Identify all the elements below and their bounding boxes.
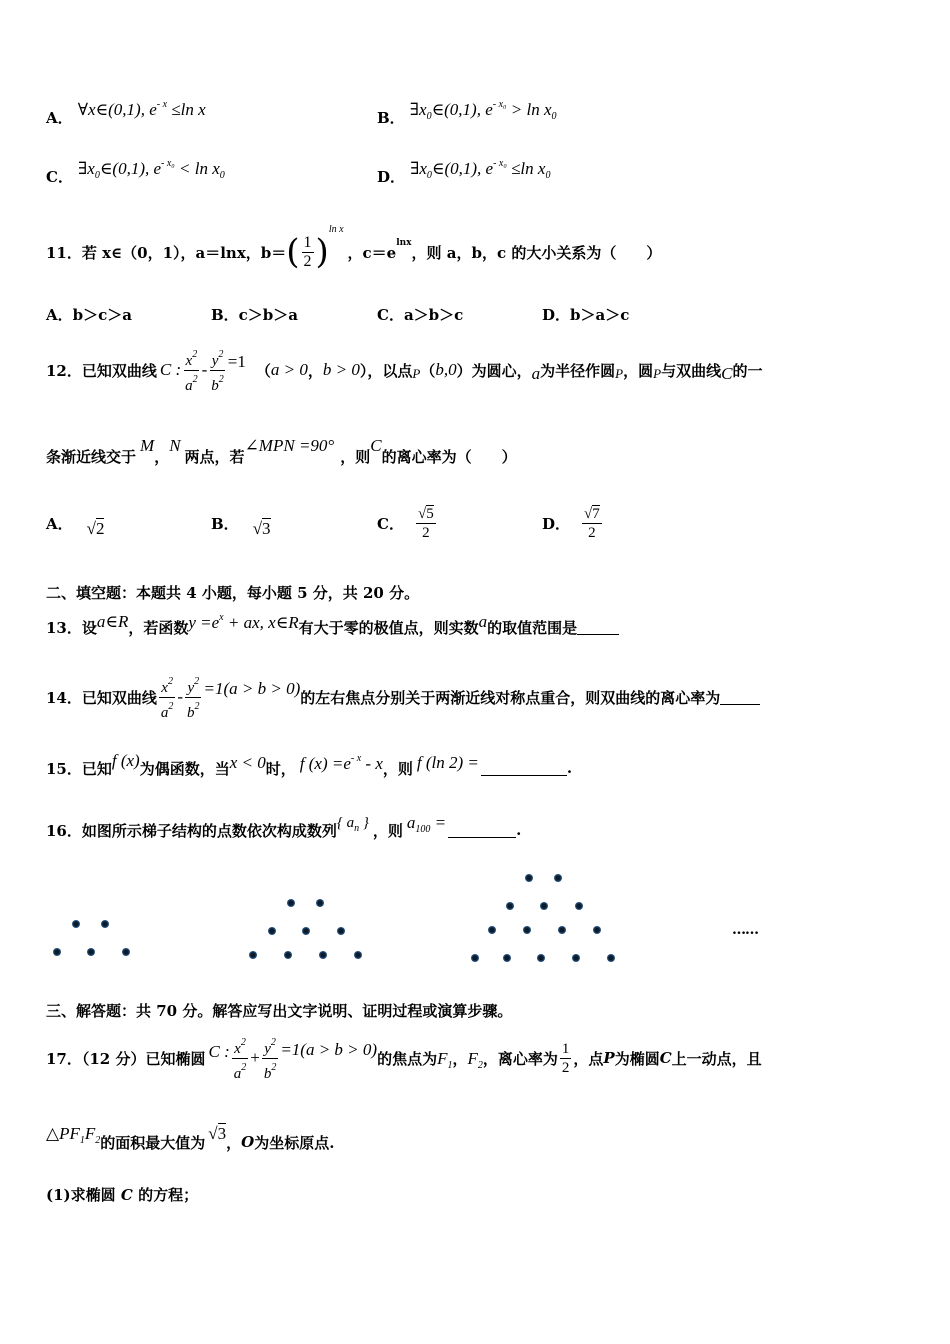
q12-text: 两点，若 xyxy=(184,447,245,466)
math-sub: 0 xyxy=(426,111,432,122)
math-var: C xyxy=(659,1049,672,1067)
answer-blank[interactable] xyxy=(481,761,567,776)
q15-text: . xyxy=(566,759,573,777)
answer-blank[interactable] xyxy=(720,690,760,705)
dot xyxy=(316,899,324,907)
dot xyxy=(575,902,583,910)
frac-denominator: 2 xyxy=(303,252,312,270)
q10-option-a xyxy=(46,99,206,128)
q13-text: 13．设 xyxy=(46,618,97,637)
option-label: D． xyxy=(542,514,571,533)
math-var: F xyxy=(437,1049,448,1068)
math-var: P xyxy=(615,366,624,381)
math-var: b xyxy=(263,1065,272,1082)
minus: - xyxy=(201,360,208,379)
math-text: =1(a > b > 0) xyxy=(203,679,301,698)
option-label: B． xyxy=(211,514,239,533)
q17-text: ， xyxy=(226,1133,242,1152)
frac-x2-a2 xyxy=(159,673,176,722)
math-text: f (ln 2) = xyxy=(416,753,479,772)
radicand: 3 xyxy=(217,1124,227,1143)
option-label: B． xyxy=(377,109,405,127)
section-heading-solution: 三、解答题：共 70 分。解答应写出文字说明、证明过程或演算步骤。 xyxy=(46,1002,513,1020)
frac-denominator: 2 xyxy=(422,524,430,541)
radicand: 7 xyxy=(592,505,600,522)
math-text: a > 0 xyxy=(270,360,308,379)
math-var: P xyxy=(653,366,662,381)
q12-text: 条渐近线交于 xyxy=(46,447,137,466)
math-sup: 2 xyxy=(168,700,174,712)
radicand: 2 xyxy=(95,519,105,538)
q12-text: ）为圆心， xyxy=(456,361,532,380)
math-sup: - x₀ xyxy=(492,99,507,110)
math-var: a xyxy=(160,704,169,721)
q14-text: 14．已知双曲线 xyxy=(46,688,157,707)
dot xyxy=(572,954,580,962)
sqrt: √2 xyxy=(86,519,105,538)
paren-right: ) xyxy=(315,232,329,272)
option-label: A． xyxy=(46,109,73,127)
frac-one-half xyxy=(560,1040,572,1077)
dot xyxy=(525,874,533,882)
q17-stem-line2 xyxy=(46,1122,334,1162)
dot xyxy=(554,874,562,882)
q11-option-d: D．b＞a＞c xyxy=(542,306,630,324)
math-text: ∈(0,1), e xyxy=(431,100,493,119)
dot xyxy=(101,920,109,928)
math-var: C xyxy=(120,1186,133,1204)
math-text: - x xyxy=(361,753,383,773)
math-sup: - x₀ xyxy=(161,158,175,169)
q16-text: . xyxy=(516,821,522,839)
math-text: ∈(0,1), e xyxy=(99,159,162,178)
math-sup: 2 xyxy=(270,1036,276,1048)
q11-stem xyxy=(46,222,661,282)
q17-text: (1)求椭圆 xyxy=(46,1186,116,1204)
q12-option-d xyxy=(542,498,604,548)
math-text: x < 0 xyxy=(229,753,266,772)
dot xyxy=(249,951,257,959)
q12-text: ，则 xyxy=(340,447,371,466)
frac-denominator: 2 xyxy=(588,524,596,541)
q12-text: 的一 xyxy=(732,361,763,380)
math-sup: 2 xyxy=(218,373,224,385)
math-text: ∀x∈(0,1), e xyxy=(77,100,157,119)
math-sup: - x xyxy=(350,752,362,764)
answer-blank[interactable] xyxy=(448,823,516,838)
dot xyxy=(607,954,615,962)
q12-stem-line1: 12．已知双曲线 C : $\frac{x^2}{a^2}$ - $\frac{y^2}{b^2}$ =1 （ a > 0 ， b > 0 ），以点 P （ b,0 ）为圆心， a 为半径作圆 P ，圆 P 与双曲线 C 的一 xyxy=(46,340,762,400)
math-var: a xyxy=(406,813,416,832)
q13-text: 有大于零的极值点，则实数 xyxy=(298,618,479,637)
math-var: F xyxy=(467,1049,478,1068)
math-text: ∈(0,1), e xyxy=(431,159,494,178)
exponent: lnx xyxy=(396,238,412,248)
math-sup: 2 xyxy=(194,700,200,712)
math-var: y xyxy=(187,679,195,696)
math-sup: 2 xyxy=(192,348,198,360)
q17-text: 的焦点为 xyxy=(377,1049,438,1068)
dot xyxy=(503,954,511,962)
math-var: F xyxy=(84,1124,96,1143)
math-sub: 0 xyxy=(551,111,557,122)
q17-text: 上一动点，且 xyxy=(671,1049,762,1068)
radicand: 3 xyxy=(262,519,271,538)
dot xyxy=(471,954,479,962)
q15-text: 为偶函数，当 xyxy=(139,759,230,778)
frac-x2-a2 xyxy=(232,1034,249,1083)
q17-text: 17．（12 分）已知椭圆 xyxy=(46,1049,206,1068)
dot xyxy=(558,926,566,934)
q13-text: 的取值范围是 xyxy=(487,618,578,637)
q16-text: 16．如图所示梯子结构的点数依次构成数列 xyxy=(46,821,337,840)
exponent: ln x xyxy=(328,224,344,235)
q11-text: ，则 a，b，c 的大小关系为（ ） xyxy=(411,243,662,262)
math-text: C : xyxy=(159,360,182,379)
q11-text: 11．若 x∈（0，1），a＝lnx，b＝ xyxy=(46,243,287,262)
dot xyxy=(302,927,310,935)
frac-y2-b2 xyxy=(209,346,226,395)
math-var: P xyxy=(603,1049,615,1067)
q10-option-c xyxy=(46,158,225,189)
math-var: a xyxy=(346,814,355,831)
frac-y2-b2 xyxy=(185,673,202,722)
option-math xyxy=(78,100,206,119)
q12-stem-line2: 条渐近线交于 M ， N 两点，若 ∠MPN =90° ，则 C 的离心率为（ ） xyxy=(46,436,517,466)
q12-text: ），以点 xyxy=(359,361,413,380)
section-heading-fill-in: 二、填空题：本题共 4 小题，每小题 5 分，共 20 分。 xyxy=(46,584,420,602)
math-sub: 0 xyxy=(545,170,551,181)
q12-text: 与双曲线 xyxy=(661,361,722,380)
dot xyxy=(287,899,295,907)
q14-text: 的左右焦点分别关于两渐近线对称点重合，则双曲线的离心率为 xyxy=(300,688,721,707)
option-label: D． xyxy=(377,168,406,186)
math-var: b xyxy=(187,704,195,721)
math-var: a xyxy=(478,612,488,631)
math-text: ≤ln x xyxy=(167,100,206,119)
q12-text: ，圆 xyxy=(623,361,654,380)
math-var: N xyxy=(169,436,181,455)
q12-text: 12．已知双曲线 xyxy=(46,361,157,380)
q11-option-a: A．b＞c＞a xyxy=(46,306,132,324)
math-text: a∈R xyxy=(96,612,129,631)
math-text: △PF xyxy=(46,1124,80,1143)
dot xyxy=(268,927,276,935)
sqrt: √3 xyxy=(208,1124,227,1143)
math-var: C xyxy=(370,436,382,455)
q11-fraction xyxy=(302,234,314,271)
math-var: a xyxy=(233,1065,242,1082)
q17-text: 为椭圆 xyxy=(614,1049,660,1068)
q17-text: ，点 xyxy=(573,1049,604,1068)
q11-text: ，c＝e xyxy=(347,243,397,262)
q12-text: 为半径作圆 xyxy=(540,361,616,380)
q17-text: ，离心率为 xyxy=(482,1049,558,1068)
math-text: ∠MPN =90° xyxy=(244,436,335,455)
math-sup: 2 xyxy=(240,1036,246,1048)
frac-sqrt5-2: $\frac{√5}{2}$ xyxy=(417,505,434,541)
q14-stem xyxy=(46,667,760,727)
math-var: a xyxy=(185,377,193,394)
math-var: y xyxy=(211,352,219,369)
dot xyxy=(354,951,362,959)
dot xyxy=(488,926,496,934)
math-var: y xyxy=(264,1040,271,1057)
q12-text: 的离心率为（ ） xyxy=(381,447,517,466)
q13-stem xyxy=(46,612,619,642)
frac-y2-b2 xyxy=(262,1034,279,1083)
math-var: b xyxy=(211,377,219,394)
dot xyxy=(523,926,531,934)
math-text: C : xyxy=(208,1042,230,1061)
math-text: b,0 xyxy=(435,360,457,379)
math-sup: 2 xyxy=(218,348,224,360)
math-sup: x xyxy=(219,611,224,623)
math-var: x xyxy=(161,679,168,696)
q15-text: 15．已知 xyxy=(46,759,112,778)
math-sub: 0 xyxy=(94,170,100,181)
math-text: ∃x xyxy=(78,159,95,178)
option-label: C． xyxy=(377,514,404,533)
math-text: > ln x xyxy=(506,100,552,119)
math-sub: 0 xyxy=(426,170,432,181)
math-sub: 100 xyxy=(415,824,431,835)
frac-x2-a2 xyxy=(183,346,200,395)
q10-option-b xyxy=(377,99,557,130)
option-math xyxy=(410,158,551,181)
frac-numerator: 1 xyxy=(303,233,312,251)
sqrt: √3 xyxy=(252,519,271,538)
math-text: =1 xyxy=(227,352,246,371)
math-var: a xyxy=(531,364,541,383)
paren-left: ( xyxy=(286,232,300,272)
dot xyxy=(593,926,601,934)
math-var: x xyxy=(234,1040,241,1057)
dot xyxy=(72,920,80,928)
math-text: ∃x xyxy=(409,100,427,119)
plus: + xyxy=(250,1048,260,1067)
q11-option-c: C．a＞b＞c xyxy=(377,306,464,324)
answer-blank[interactable] xyxy=(577,620,619,635)
q11-option-b: B．c＞b＞a xyxy=(211,306,299,324)
q15-text: ，则 xyxy=(382,759,413,778)
dot xyxy=(53,948,61,956)
math-sub: 2 xyxy=(95,1135,101,1146)
math-text: < ln x xyxy=(174,159,220,178)
math-text: f (x) xyxy=(111,751,140,770)
math-var: C xyxy=(721,364,733,383)
math-var: O xyxy=(241,1133,255,1151)
math-text: =1(a > b > 0) xyxy=(280,1040,378,1059)
math-var: M xyxy=(140,436,155,455)
math-sup: - x xyxy=(156,99,168,110)
dot xyxy=(540,902,548,910)
math-text: ∃x xyxy=(410,159,427,178)
math-var: x xyxy=(185,352,193,369)
q17-text: 的面积最大值为 xyxy=(100,1133,206,1152)
option-math xyxy=(409,99,557,122)
q15-text: 时， xyxy=(265,759,296,778)
math-text: = xyxy=(430,813,447,832)
dot xyxy=(284,951,292,959)
frac-numerator: 1 xyxy=(561,1040,570,1057)
math-sub: 0 xyxy=(219,170,225,181)
math-sup: 2 xyxy=(241,1061,247,1073)
dot xyxy=(506,902,514,910)
q13-text: ，若函数 xyxy=(128,618,189,637)
frac-denominator: 2 xyxy=(561,1059,570,1076)
frac-sqrt7-2: $\frac{√7}{2}$ xyxy=(584,505,600,541)
q16-text: ，则 xyxy=(372,821,403,840)
math-sup: 2 xyxy=(167,675,173,687)
radicand: 5 xyxy=(426,505,434,522)
q17-text: 为坐标原点. xyxy=(254,1133,335,1152)
math-sup: - x₀ xyxy=(493,158,507,169)
q17-part1 xyxy=(46,1184,198,1205)
q17-text: 的方程； xyxy=(138,1186,199,1204)
math-sup: 2 xyxy=(271,1061,277,1073)
dot xyxy=(537,954,545,962)
dot xyxy=(337,927,345,935)
q12-option-b xyxy=(211,498,271,548)
math-sup: 2 xyxy=(192,373,198,385)
dot xyxy=(87,948,95,956)
math-sub: 1 xyxy=(79,1135,85,1146)
math-var: P xyxy=(412,366,421,381)
option-label: C． xyxy=(46,168,73,186)
q17-stem-line1: 17．（12 分）已知椭圆 C : $\frac{x^2}{a^2}$ + $\frac{y^2}{b^2}$ =1(a > b > 0) 的焦点为 $F_1$ ， $F_2$ ，离心率为 $\frac{1}{2}$ ，点 P 为椭圆 C 上一动点，且 xyxy=(46,1028,762,1088)
minus: - xyxy=(177,687,184,706)
option-label: A． xyxy=(46,514,73,533)
ellipsis: …… xyxy=(732,922,758,938)
math-sup: 2 xyxy=(194,675,200,687)
q12-option-c xyxy=(377,498,438,548)
math-text: b > 0 xyxy=(322,360,360,379)
option-math xyxy=(78,158,225,181)
dot xyxy=(122,948,130,956)
q16-stem: 16．如图所示梯子结构的点数依次构成数列 { $a_n$ } ，则 $a_{100}$ = . xyxy=(46,813,522,840)
q12-text: （ xyxy=(420,361,436,380)
q15-stem xyxy=(46,748,572,788)
dot xyxy=(319,951,327,959)
math-text: ≤ln x xyxy=(506,159,546,178)
q10-option-d xyxy=(377,158,551,189)
q12-option-a xyxy=(46,498,104,548)
math-text: + ax, x∈R xyxy=(223,612,299,632)
math-sub: n xyxy=(354,822,360,834)
math-text: y =e xyxy=(188,612,220,632)
math-text: f (x) =e xyxy=(299,753,351,773)
